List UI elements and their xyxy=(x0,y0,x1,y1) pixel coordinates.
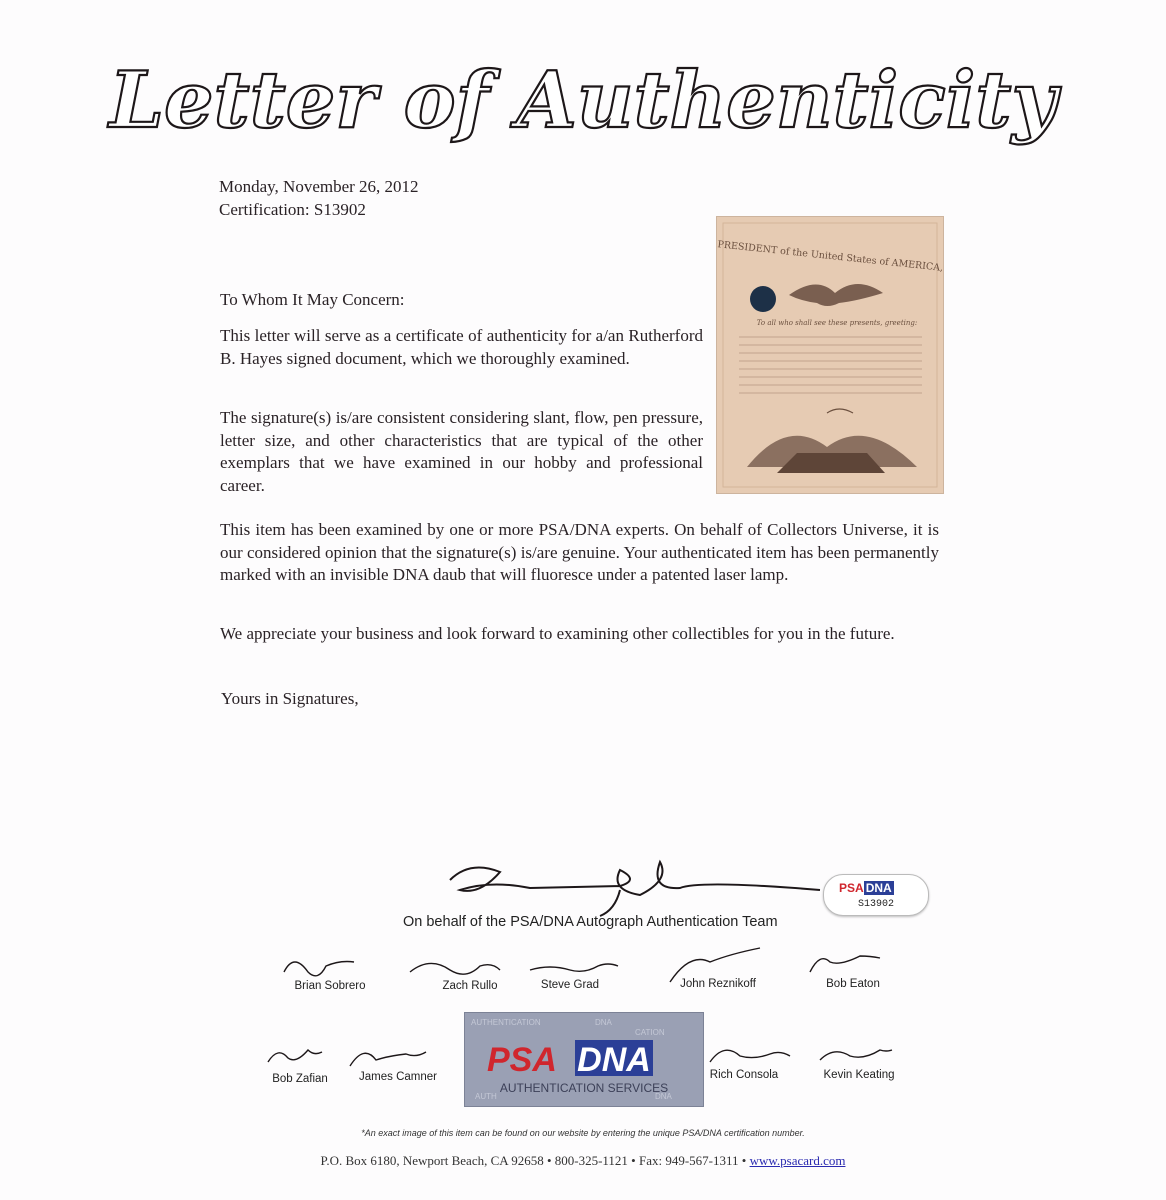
signer-name: Steve Grad xyxy=(540,979,600,991)
document-photo-drawing xyxy=(717,217,943,493)
psa-dna-sticker xyxy=(823,874,929,916)
signer-name: Brian Sobrero xyxy=(294,980,366,992)
sticker-logo xyxy=(839,881,894,895)
letter-meta xyxy=(219,175,419,221)
signer-name: Zach Rullo xyxy=(442,980,498,992)
salutation: To Whom It May Concern: xyxy=(220,290,405,309)
seal-logo-dna: DNA xyxy=(577,1041,651,1079)
sticker-logo-psa: PSA xyxy=(839,881,864,895)
paragraph-examination: This item has been examined by one or more PSA/DNA experts. On behalf of Collectors Universe, it is our considered opinion that the signature(s) is/are genuine. Your authenticated item has been permanently marked with an invisible DNA daub that will fluoresce under a patented laser lamp. xyxy=(220,520,939,584)
address-text: P.O. Box 6180, Newport Beach, CA 92658 • 800-325-1121 • Fax: 949-567-1311 • xyxy=(320,1153,750,1168)
signer-name: Kevin Keating xyxy=(823,1069,895,1081)
seal-logo xyxy=(465,1013,703,1106)
paragraph-signature-analysis: The signature(s) is/are consistent considering slant, flow, pen pressure, letter size, and other characteristics that are typical of the other exemplars that we have examined in our hobby and professional career. xyxy=(220,408,703,495)
signer-name: James Camner xyxy=(359,1071,437,1083)
seal-logo-psa: PSA xyxy=(487,1041,557,1079)
paragraph-intro: This letter will serve as a certificate of authenticity for a/an Rutherford B. Hayes signed document, which we thoroughly examined. xyxy=(220,326,703,368)
sticker-logo-dna: DNA xyxy=(865,881,892,895)
letter-date: Monday, November 26, 2012 xyxy=(219,177,419,196)
sticker-number: S13902 xyxy=(857,899,894,910)
seal-pattern-word: AUTHENTICATION xyxy=(471,1018,541,1027)
closing: Yours in Signatures, xyxy=(221,689,359,708)
team-signature xyxy=(440,850,830,920)
signer-name: Rich Consola xyxy=(709,1069,779,1081)
signer-name: John Reznikoff xyxy=(680,978,756,990)
team-line: On behalf of the PSA/DNA Autograph Authentication Team xyxy=(403,914,778,930)
seal-pattern-word: CATION xyxy=(635,1028,665,1037)
document-photo xyxy=(716,216,944,494)
seal-caption: AUTHENTICATION SERVICES xyxy=(499,1081,669,1095)
certification-number: Certification: S13902 xyxy=(219,200,366,219)
footnote: *An exact image of this item can be found on our website by entering the unique PSA/DNA certification number. xyxy=(361,1128,805,1138)
title-text: Letter of Authenticity xyxy=(109,55,1057,146)
document-greeting: To all who shall see these presents, greeting: xyxy=(756,319,918,327)
signer-name: Bob Eaton xyxy=(826,978,880,990)
footer-address xyxy=(0,1153,1166,1169)
website-link[interactable]: www.psacard.com xyxy=(749,1153,846,1168)
letter-title xyxy=(0,32,1166,162)
seal-pattern-word: AUTH xyxy=(475,1092,497,1101)
signer-name: Bob Zafian xyxy=(272,1073,328,1085)
document-heading: PRESIDENT of the United States of AMERICA, xyxy=(717,239,943,274)
seal-pattern-word: DNA xyxy=(595,1018,612,1027)
seal-pattern-word: DNA xyxy=(655,1092,672,1101)
paragraph-appreciation: We appreciate your business and look forward to examining other collectibles for you in the future. xyxy=(220,624,895,643)
psa-dna-seal xyxy=(464,1012,704,1107)
